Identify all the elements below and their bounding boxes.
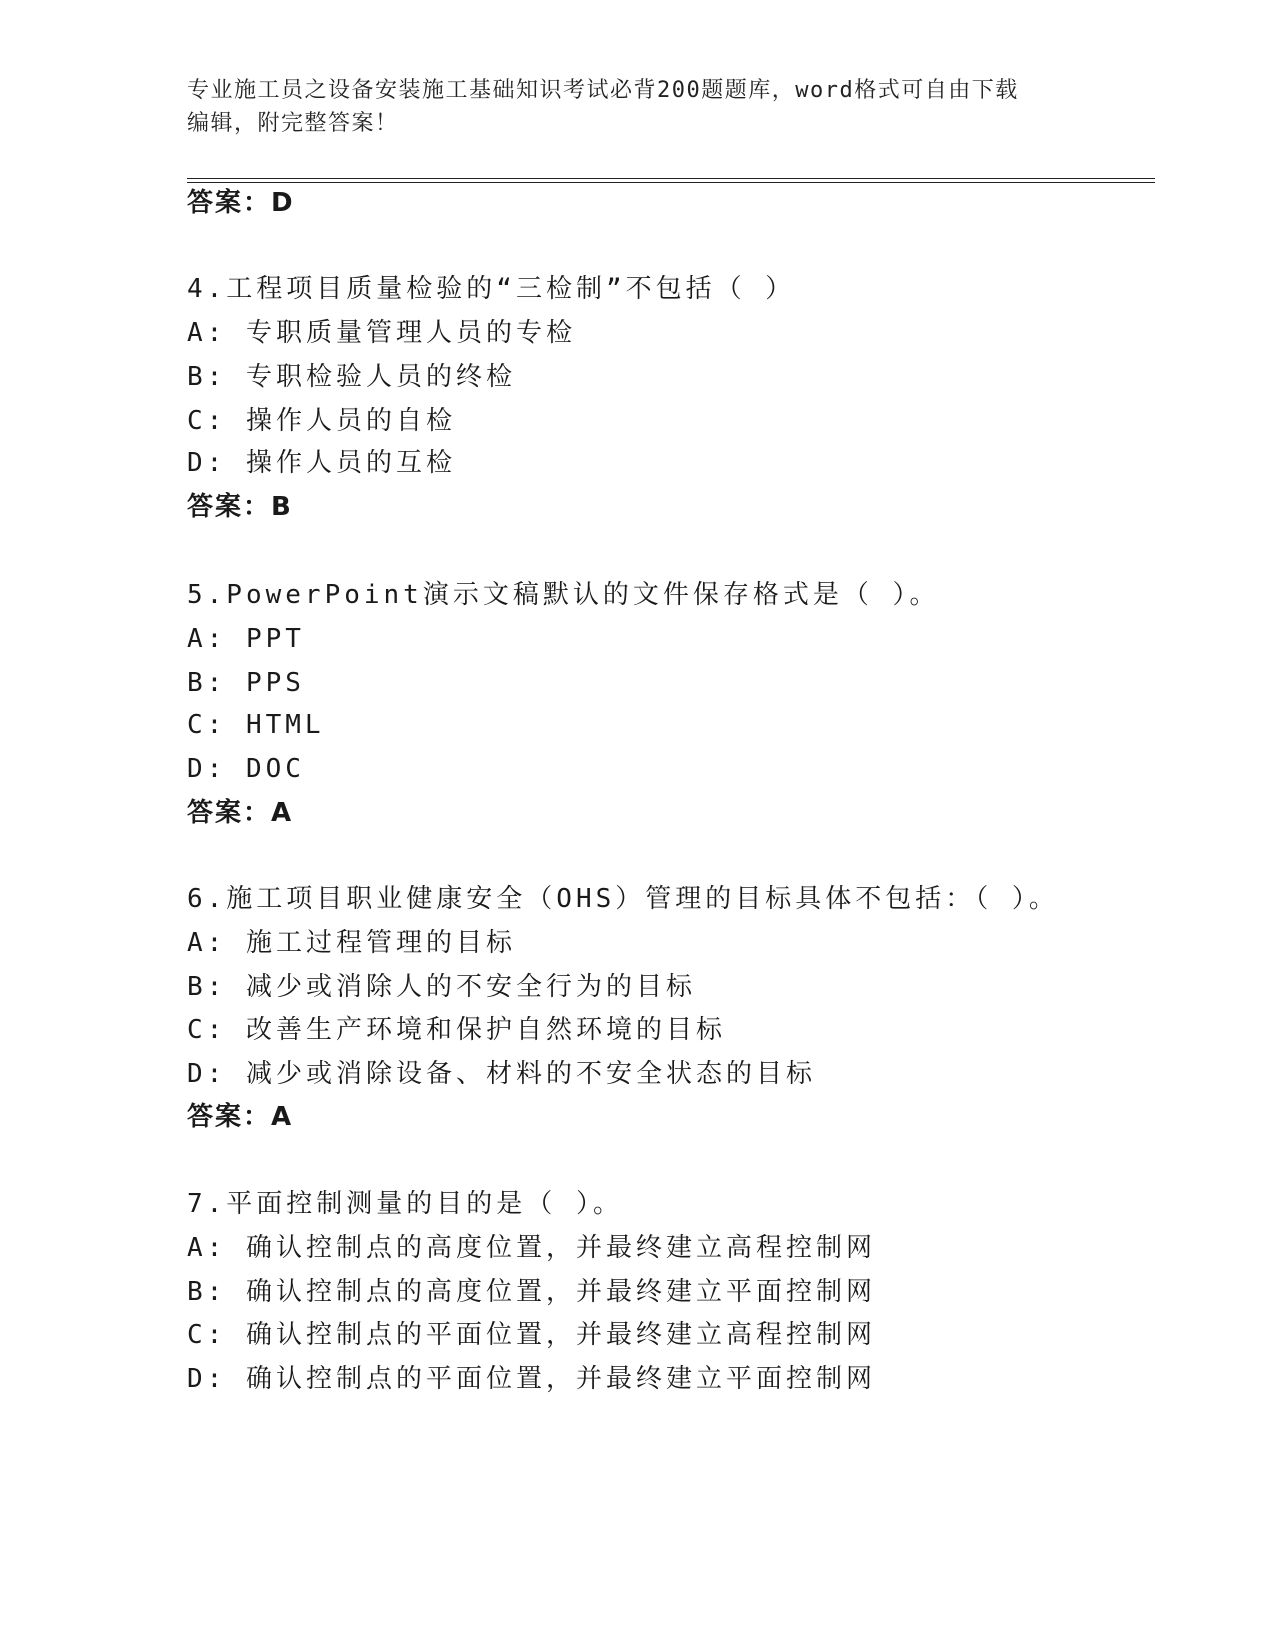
q6-option-b: B: 减少或消除人的不安全行为的目标 [187,972,696,1002]
question-5: 5.PowerPoint演示文稿默认的文件保存格式是（ ）。 [187,580,940,610]
q4-answer: 答案：B [187,492,293,522]
q6-option-d: D: 减少或消除设备、材料的不安全状态的目标 [187,1059,816,1089]
q6-option-a: A: 施工过程管理的目标 [187,928,516,958]
answer-prev: 答案：D [187,188,295,218]
q4-option-b: B: 专职检验人员的终检 [187,362,516,392]
q7-option-b: B: 确认控制点的高度位置，并最终建立平面控制网 [187,1277,876,1307]
header-title-line-2: 编辑，附完整答案！ [187,111,399,136]
q5-answer: 答案：A [187,798,294,828]
q7-option-c: C: 确认控制点的平面位置，并最终建立高程控制网 [187,1320,876,1350]
q6-option-c: C: 改善生产环境和保护自然环境的目标 [187,1015,726,1045]
q5-option-c: C: HTML [187,710,325,740]
q4-option-d: D: 操作人员的互检 [187,448,456,478]
header-title-line-1: 专业施工员之设备安装施工基础知识考试必背200题题库，word格式可自由下载 [187,78,1019,103]
q4-option-c: C: 操作人员的自检 [187,406,456,436]
q5-option-a: A: PPT [187,624,305,654]
question-4: 4.工程项目质量检验的“三检制”不包括（ ） [187,274,796,304]
document-header [187,74,1067,140]
q4-option-a: A: 专职质量管理人员的专检 [187,318,576,348]
q7-option-a: A: 确认控制点的高度位置，并最终建立高程控制网 [187,1233,876,1263]
question-6: 6.施工项目职业健康安全（OHS）管理的目标具体不包括：（ ）。 [187,884,1059,914]
header-divider [187,178,1155,183]
q5-option-d: D: DOC [187,754,305,784]
q7-option-d: D: 确认控制点的平面位置，并最终建立平面控制网 [187,1364,876,1394]
q5-option-b: B: PPS [187,668,305,698]
question-7: 7.平面控制测量的目的是（ ）。 [187,1189,623,1219]
q6-answer: 答案：A [187,1102,294,1132]
